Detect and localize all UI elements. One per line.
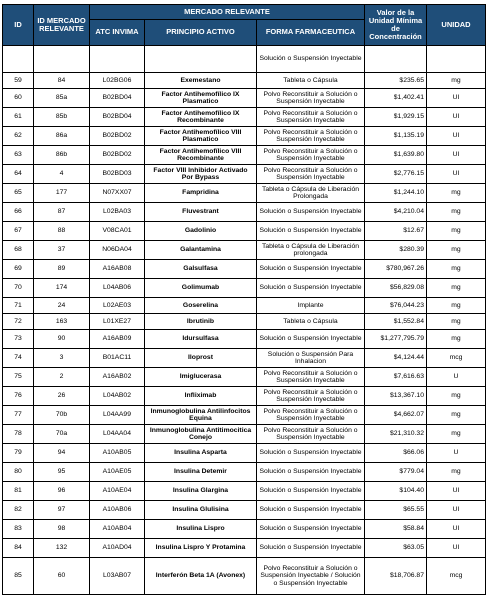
table-row [3, 520, 486, 539]
cell-id: 83 [3, 520, 34, 539]
cell-mercado-id: 85b [34, 108, 90, 127]
cell-valor: $1,639.80 [365, 146, 427, 165]
table-row [3, 203, 486, 222]
cell-principio: Fluvestrant [145, 203, 257, 222]
cell-unidad: mcg [427, 349, 486, 368]
cell-id: 82 [3, 501, 34, 520]
cell-principio: Factor Antihemofílico IX Recombinante [145, 108, 257, 127]
cell-atc: A10AB05 [90, 444, 145, 463]
cell-forma: Polvo Reconstituir a Solución o Suspensión Inyectable [257, 387, 365, 406]
cell-valor: $4,124.44 [365, 349, 427, 368]
cell-id: 70 [3, 279, 34, 298]
cell-id: 73 [3, 330, 34, 349]
table-row [3, 184, 486, 203]
table-row [3, 165, 486, 184]
cell-unidad: mg [427, 425, 486, 444]
cell-unidad: mg [427, 279, 486, 298]
cell-id: 67 [3, 222, 34, 241]
cell-unidad: mg [427, 463, 486, 482]
header-forma: FORMA FARMACEUTICA [257, 20, 365, 46]
cell-atc: A16AB09 [90, 330, 145, 349]
cell-unidad: UI [427, 501, 486, 520]
cell-id: 72 [3, 314, 34, 330]
cell-valor: $280.39 [365, 241, 427, 260]
cell-unidad: mg [427, 298, 486, 314]
table-row [3, 539, 486, 558]
cell-unidad: UI [427, 108, 486, 127]
header-unidad: UNIDAD [427, 5, 486, 46]
table-row [3, 387, 486, 406]
table-row [3, 406, 486, 425]
cell-principio: Factor Antihemofílico VIII Recombinante [145, 146, 257, 165]
cell-unidad: mg [427, 330, 486, 349]
cell-forma: Polvo Reconstituir a Solución o Suspensión Inyectable [257, 368, 365, 387]
cell-valor: $1,929.15 [365, 108, 427, 127]
table-row [3, 501, 486, 520]
cell-mercado-id: 26 [34, 387, 90, 406]
cell-mercado-id: 85a [34, 89, 90, 108]
cell-valor: $4,210.04 [365, 203, 427, 222]
cell-forma: Solución o Suspensión Inyectable [257, 46, 365, 73]
cell-mercado-id: 90 [34, 330, 90, 349]
cell-atc: A10AB06 [90, 501, 145, 520]
cell-id: 61 [3, 108, 34, 127]
cell-id: 60 [3, 89, 34, 108]
cell-atc: L04AB06 [90, 279, 145, 298]
cell-mercado-id: 97 [34, 501, 90, 520]
cell-forma: Polvo Reconstituir a Solución o Suspensión Inyectable [257, 108, 365, 127]
cell-forma: Solución o Suspensión Inyectable [257, 539, 365, 558]
cell-forma: Solución o Suspensión Inyectable [257, 203, 365, 222]
cell-mercado-id: 163 [34, 314, 90, 330]
header-mercado-relevante: MERCADO RELEVANTE [90, 5, 365, 20]
cell-principio: Gadolinio [145, 222, 257, 241]
table-row [3, 349, 486, 368]
cell-unidad: UI [427, 146, 486, 165]
cell-valor: $1,552.84 [365, 314, 427, 330]
cell-mercado-id: 94 [34, 444, 90, 463]
cell-atc: L01XE27 [90, 314, 145, 330]
cell-unidad: mg [427, 314, 486, 330]
cell-mercado-id: 132 [34, 539, 90, 558]
cell-valor: $1,135.19 [365, 127, 427, 146]
cell-atc: A10AD04 [90, 539, 145, 558]
cell-atc: L04AA04 [90, 425, 145, 444]
cell-id: 66 [3, 203, 34, 222]
cell-valor: $1,244.10 [365, 184, 427, 203]
cell-principio: Insulina Lispro Y Protamina [145, 539, 257, 558]
cell-mercado-id: 70b [34, 406, 90, 425]
cell-id: 63 [3, 146, 34, 165]
header-id: ID [3, 5, 34, 46]
cell-unidad: mg [427, 73, 486, 89]
cell-atc: L04AB02 [90, 387, 145, 406]
table-row [3, 279, 486, 298]
cell-unidad: mcg [427, 558, 486, 595]
cell-mercado-id: 177 [34, 184, 90, 203]
cell-forma: Solución o Suspensión Inyectable [257, 279, 365, 298]
table-row [3, 368, 486, 387]
cell-atc: N07XX07 [90, 184, 145, 203]
cell-principio: Inmunoglobulina Antitimocitica Conejo [145, 425, 257, 444]
cell-principio: Insulina Detemir [145, 463, 257, 482]
cell-unidad: UI [427, 89, 486, 108]
cell-atc: A10AB04 [90, 520, 145, 539]
cell-principio: Factor Antihemofílico IX Plasmatico [145, 89, 257, 108]
header-valor: Valor de la Unidad Mínima de Concentración [365, 5, 427, 46]
cell-principio: Fampridina [145, 184, 257, 203]
cell-atc: A16AB08 [90, 260, 145, 279]
cell-id: 74 [3, 349, 34, 368]
cell-valor: $63.05 [365, 539, 427, 558]
cell-forma: Polvo Reconstituir a Solución o Suspensión Inyectable [257, 425, 365, 444]
table-body [3, 46, 486, 595]
table-row [3, 558, 486, 595]
cell-forma: Tableta o Cápsula de Liberación prolongada [257, 241, 365, 260]
table-row [3, 463, 486, 482]
cell-mercado-id: 60 [34, 558, 90, 595]
cell-forma: Tableta o Cápsula de Liberación Prolongada [257, 184, 365, 203]
cell-atc: B02BD03 [90, 165, 145, 184]
cell-valor: $4,662.07 [365, 406, 427, 425]
table-row [3, 146, 486, 165]
cell-id: 79 [3, 444, 34, 463]
cell-atc: V08CA01 [90, 222, 145, 241]
cell-atc: L02BG06 [90, 73, 145, 89]
cell-principio: Interferón Beta 1A (Avonex) [145, 558, 257, 595]
cell-valor: $2,776.15 [365, 165, 427, 184]
cell-unidad: UI [427, 482, 486, 501]
cell-valor: $7,616.63 [365, 368, 427, 387]
table-row [3, 330, 486, 349]
cell-unidad: UI [427, 127, 486, 146]
cell-forma: Solución o Suspensión Inyectable [257, 444, 365, 463]
cell-mercado-id: 96 [34, 482, 90, 501]
cell-id: 69 [3, 260, 34, 279]
table-row [3, 425, 486, 444]
cell-atc: B01AC11 [90, 349, 145, 368]
cell-mercado-id: 70a [34, 425, 90, 444]
cell-mercado-id: 86a [34, 127, 90, 146]
cell-mercado-id: 24 [34, 298, 90, 314]
cell-forma: Solución o Suspensión Inyectable [257, 482, 365, 501]
cell-unidad: mg [427, 203, 486, 222]
cell-principio: Goserelina [145, 298, 257, 314]
cell-unidad: U [427, 368, 486, 387]
cell-atc: B02BD02 [90, 127, 145, 146]
header-mercado-id: ID MERCADO RELEVANTE [34, 5, 90, 46]
cell-mercado-id: 84 [34, 73, 90, 89]
cell-valor: $18,706.87 [365, 558, 427, 595]
table-row [3, 482, 486, 501]
table-row [3, 444, 486, 463]
cell-principio: Exemestano [145, 73, 257, 89]
cell-id: 62 [3, 127, 34, 146]
cell-atc: A16AB02 [90, 368, 145, 387]
cell-atc: L02AE03 [90, 298, 145, 314]
cell-atc: B02BD04 [90, 108, 145, 127]
cell-principio: Iloprost [145, 349, 257, 368]
cell-unidad: mg [427, 406, 486, 425]
cell-forma: Solución o Suspensión Inyectable [257, 222, 365, 241]
cell-atc: L02BA03 [90, 203, 145, 222]
cell-principio: Imiglucerasa [145, 368, 257, 387]
cell-id: 85 [3, 558, 34, 595]
cell-mercado-id: 87 [34, 203, 90, 222]
header-atc: ATC INVIMA [90, 20, 145, 46]
cell-id: 77 [3, 406, 34, 425]
cell-mercado-id: 174 [34, 279, 90, 298]
cell-id: 64 [3, 165, 34, 184]
cell-id: 78 [3, 425, 34, 444]
table-row [3, 298, 486, 314]
cell-forma: Solución o Suspensión Para Inhalacion [257, 349, 365, 368]
table-row [3, 222, 486, 241]
cell-valor: $779.04 [365, 463, 427, 482]
cell-principio: Idursulfasa [145, 330, 257, 349]
cell-valor: $76,044.23 [365, 298, 427, 314]
cell-principio: Galantamina [145, 241, 257, 260]
cell-mercado-id: 88 [34, 222, 90, 241]
cell-forma: Polvo Reconstituir a Solución o Suspensión Inyectable [257, 89, 365, 108]
cell-unidad: UI [427, 520, 486, 539]
cell-atc: L03AB07 [90, 558, 145, 595]
cell-valor: $780,967.26 [365, 260, 427, 279]
cell-mercado-id: 4 [34, 165, 90, 184]
cell-mercado-id: 89 [34, 260, 90, 279]
cell-forma: Solución o Suspensión Inyectable [257, 463, 365, 482]
cell-mercado-id: 98 [34, 520, 90, 539]
cell-valor: $12.67 [365, 222, 427, 241]
cell-mercado-id: 86b [34, 146, 90, 165]
cell-principio: Insulina Glulisina [145, 501, 257, 520]
cell-forma: Solución o Suspensión Inyectable [257, 520, 365, 539]
cell-valor: $56,829.08 [365, 279, 427, 298]
cell-unidad: mg [427, 387, 486, 406]
cell-id: 68 [3, 241, 34, 260]
cell-valor: $1,402.41 [365, 89, 427, 108]
cell-id: 76 [3, 387, 34, 406]
cell-forma: Implante [257, 298, 365, 314]
table-row [3, 73, 486, 89]
cell-principio: Golimumab [145, 279, 257, 298]
cell-forma: Polvo Reconstituir a Solución o Suspensión Inyectable [257, 127, 365, 146]
price-table [2, 4, 486, 595]
cell-mercado-id: 95 [34, 463, 90, 482]
continuation-row [3, 46, 486, 73]
cell-forma: Polvo Reconstituir a Solución o Suspensión Inyectable [257, 146, 365, 165]
cell-id: 81 [3, 482, 34, 501]
header-principio: PRINCIPIO ACTIVO [145, 20, 257, 46]
cell-valor: $104.40 [365, 482, 427, 501]
cell-atc: A10AE04 [90, 482, 145, 501]
cell-atc: L04AA99 [90, 406, 145, 425]
header-row-1 [3, 5, 486, 20]
cell-forma: Solución o Suspensión Inyectable [257, 330, 365, 349]
table-row [3, 108, 486, 127]
cell-principio: Galsulfasa [145, 260, 257, 279]
cell-forma: Solución o Suspensión Inyectable [257, 260, 365, 279]
cell-principio: Ibrutinib [145, 314, 257, 330]
cell-principio: Inmunoglobulina Antilinfocitos Equina [145, 406, 257, 425]
cell-unidad: UI [427, 539, 486, 558]
cell-forma: Tableta o Cápsula [257, 314, 365, 330]
cell-forma: Tableta o Cápsula [257, 73, 365, 89]
cell-mercado-id: 2 [34, 368, 90, 387]
cell-unidad: UI [427, 165, 486, 184]
cell-valor: $66.06 [365, 444, 427, 463]
cell-unidad: mg [427, 184, 486, 203]
cell-principio: Factor VIII Inhibidor Activado Por Bypass [145, 165, 257, 184]
cell-id: 75 [3, 368, 34, 387]
cell-valor: $235.65 [365, 73, 427, 89]
cell-principio: Insulina Lispro [145, 520, 257, 539]
cell-principio: Factor Antihemofílico VIII Plasmatico [145, 127, 257, 146]
cell-valor: $1,277,795.79 [365, 330, 427, 349]
cell-principio: Infliximab [145, 387, 257, 406]
table-row [3, 127, 486, 146]
table-row [3, 241, 486, 260]
cell-valor: $58.84 [365, 520, 427, 539]
table-row [3, 314, 486, 330]
cell-principio: Insulina Glargina [145, 482, 257, 501]
cell-atc: B02BD02 [90, 146, 145, 165]
cell-id: 71 [3, 298, 34, 314]
cell-unidad: U [427, 444, 486, 463]
cell-mercado-id: 37 [34, 241, 90, 260]
cell-unidad: mg [427, 260, 486, 279]
table-row [3, 260, 486, 279]
cell-valor: $13,367.10 [365, 387, 427, 406]
cell-id: 84 [3, 539, 34, 558]
cell-forma: Polvo Reconstituir a Solución o Suspensión Inyectable / Solución o Suspensión Inyectable [257, 558, 365, 595]
cell-valor: $21,310.32 [365, 425, 427, 444]
cell-atc: N06DA04 [90, 241, 145, 260]
cell-id: 65 [3, 184, 34, 203]
cell-forma: Polvo Reconstituir a Solución o Suspensión Inyectable [257, 165, 365, 184]
cell-principio: Insulina Asparta [145, 444, 257, 463]
cell-unidad: mg [427, 241, 486, 260]
cell-forma: Solución o Suspensión Inyectable [257, 501, 365, 520]
cell-forma: Polvo Reconstituir a Solución o Suspensión Inyectable [257, 406, 365, 425]
cell-atc: B02BD04 [90, 89, 145, 108]
cell-atc: A10AE05 [90, 463, 145, 482]
cell-valor: $65.55 [365, 501, 427, 520]
cell-unidad: mg [427, 222, 486, 241]
cell-id: 59 [3, 73, 34, 89]
cell-id: 80 [3, 463, 34, 482]
table-row [3, 89, 486, 108]
cell-mercado-id: 3 [34, 349, 90, 368]
